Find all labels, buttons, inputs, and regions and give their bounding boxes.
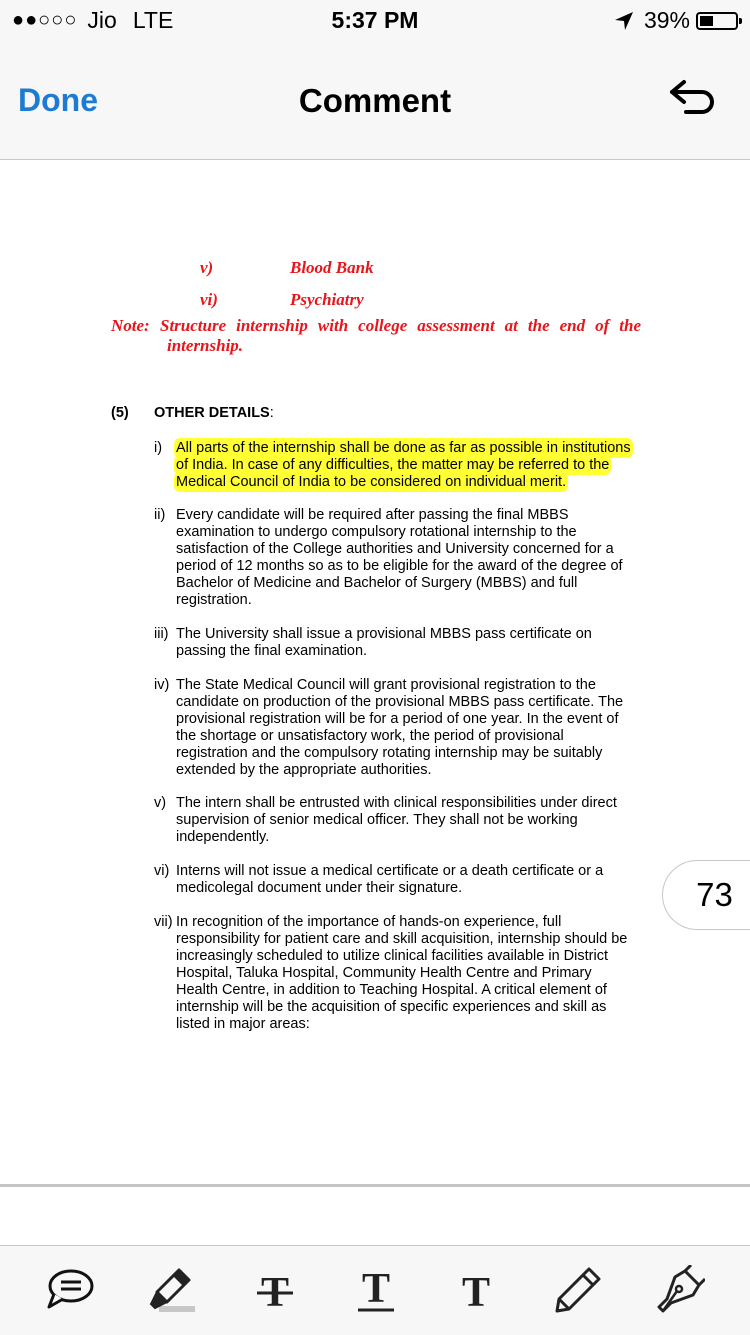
svg-text:T: T xyxy=(361,1266,391,1312)
strikethrough-icon xyxy=(255,1268,295,1312)
text-line: provisional registration will be for a period of one year. In the event of xyxy=(176,711,619,727)
item-text[interactable] xyxy=(176,914,641,1033)
item-text[interactable] xyxy=(176,795,641,846)
text-tool-button[interactable] xyxy=(448,1264,504,1316)
item-text[interactable] xyxy=(176,440,641,491)
text-line: registration and the compulsory rotating internship may be suitably xyxy=(176,745,603,761)
status-time: 5:37 PM xyxy=(331,7,419,33)
location-arrow-icon xyxy=(614,11,634,31)
text-line: listed in major areas: xyxy=(176,1016,310,1032)
carrier-name: Jio xyxy=(87,7,117,33)
list-item xyxy=(154,507,641,609)
item-number: vi) xyxy=(154,863,170,879)
section-title: OTHER DETAILS xyxy=(154,405,270,421)
text-line: internship will be the acquisition of specific experiences and skill as xyxy=(176,999,607,1015)
comment-tool-button[interactable] xyxy=(42,1264,98,1316)
text-line: registration. xyxy=(176,592,252,608)
document-page[interactable] xyxy=(0,160,750,1184)
text-line: extended by the appropriate authorities. xyxy=(176,762,432,778)
text-line: satisfaction of the College authorities and University concerned for a xyxy=(176,541,614,557)
text-line: The University shall issue a provisional MBBS pass certificate on xyxy=(176,626,592,642)
note-prefix: Note: xyxy=(111,316,150,335)
item-text[interactable] xyxy=(176,626,641,660)
item-number: iv) xyxy=(154,677,170,693)
navigation-bar xyxy=(0,40,750,160)
network-type: LTE xyxy=(132,7,174,33)
list-number: v) xyxy=(200,258,214,277)
underline-tool-button[interactable] xyxy=(348,1264,404,1316)
text-line: period of 12 months so as to be eligible for the award of the degree of xyxy=(176,558,623,574)
text-line: Hospital, Taluka Hospital, Community Health Centre and Primary xyxy=(176,965,592,981)
text-line: In recognition of the importance of hands-on experience, full xyxy=(176,914,562,930)
section-heading xyxy=(154,405,274,422)
text-line: independently. xyxy=(176,829,270,845)
text-line: Health Centre, in addition to Teaching Hospital. A critical element of xyxy=(176,982,607,998)
underline-icon xyxy=(356,1266,396,1314)
item-number: vii) xyxy=(154,914,173,930)
text-line: the shortage or unsatisfactory work, the period of provisional xyxy=(176,728,564,744)
item-number: v) xyxy=(154,795,167,811)
highlighted-text[interactable]: Medical Council of India to be considered on individual merit. xyxy=(176,474,567,490)
pencil-tool-button[interactable] xyxy=(550,1264,606,1316)
page-divider xyxy=(0,1184,750,1187)
highlighter-icon xyxy=(145,1266,199,1314)
list-item xyxy=(154,795,641,846)
item-number: iii) xyxy=(154,626,169,642)
undo-button[interactable] xyxy=(668,78,716,118)
section-colon: : xyxy=(269,405,274,421)
note-line: internship. xyxy=(167,336,244,355)
highlighter-tool-button[interactable] xyxy=(144,1264,200,1316)
strikethrough-tool-button[interactable] xyxy=(247,1264,303,1316)
text-icon xyxy=(456,1268,496,1312)
signature-pen-icon xyxy=(655,1265,705,1315)
item-text[interactable] xyxy=(176,863,641,897)
battery-percentage: 39% xyxy=(643,7,690,33)
signature-tool-button[interactable] xyxy=(652,1264,708,1316)
svg-text:T: T xyxy=(461,1270,491,1312)
pencil-icon xyxy=(553,1265,603,1315)
annotation-toolbar xyxy=(0,1245,750,1335)
text-line: examination to undergo compulsory rotational internship to the xyxy=(176,524,577,540)
text-line: The intern shall be entrusted with clinical responsibilities under direct xyxy=(176,795,617,811)
page-number-badge[interactable]: 73 xyxy=(662,860,750,930)
text-line: increasingly scheduled to utilize clinical facilities available in District xyxy=(176,948,608,964)
page-title: Comment xyxy=(298,82,452,119)
battery-level-fill xyxy=(700,16,713,26)
list-number: vi) xyxy=(200,290,218,309)
list-item xyxy=(154,863,641,897)
item-number: ii) xyxy=(154,507,166,523)
text-line: Every candidate will be required after passing the final MBBS xyxy=(176,507,569,523)
text-line: supervision of senior medical officer. They shall not be working xyxy=(176,812,578,828)
svg-text:T: T xyxy=(260,1270,290,1312)
list-label: Blood Bank xyxy=(290,258,374,277)
item-text[interactable] xyxy=(176,677,641,779)
text-line: medicolegal document under their signature. xyxy=(176,880,463,896)
note-line: Structure internship with college assessment at the end of the xyxy=(160,316,641,335)
battery-icon xyxy=(696,12,738,30)
text-line: responsibility for patient care and skill acquisition, internship should be xyxy=(176,931,628,947)
list-item xyxy=(154,677,641,779)
comment-icon xyxy=(45,1267,95,1313)
list-item xyxy=(154,914,641,1033)
list-label: Psychiatry xyxy=(290,290,364,309)
text-line: The State Medical Council will grant provisional registration to the xyxy=(176,677,596,693)
text-line: passing the final examination. xyxy=(176,643,368,659)
text-line: candidate on production of the provisional MBBS pass certificate. The xyxy=(176,694,624,710)
item-text[interactable] xyxy=(176,507,641,609)
highlighted-text[interactable]: of India. In case of any difficulties, the matter may be referred to the xyxy=(176,457,610,473)
text-line: Bachelor of Medicine and Bachelor of Surgery (MBBS) and full xyxy=(176,575,578,591)
signal-strength-icon: ●●○○○ xyxy=(12,9,78,31)
section-number: (5) xyxy=(111,405,129,421)
item-number: i) xyxy=(154,440,163,456)
done-button[interactable]: Done xyxy=(18,82,98,118)
list-item xyxy=(154,440,641,491)
list-item xyxy=(154,626,641,660)
text-line: Interns will not issue a medical certificate or a death certificate or a xyxy=(176,863,604,879)
undo-icon xyxy=(668,78,716,118)
status-bar xyxy=(0,0,750,40)
highlighted-text[interactable]: All parts of the internship shall be done as far as possible in institutions xyxy=(176,440,631,456)
